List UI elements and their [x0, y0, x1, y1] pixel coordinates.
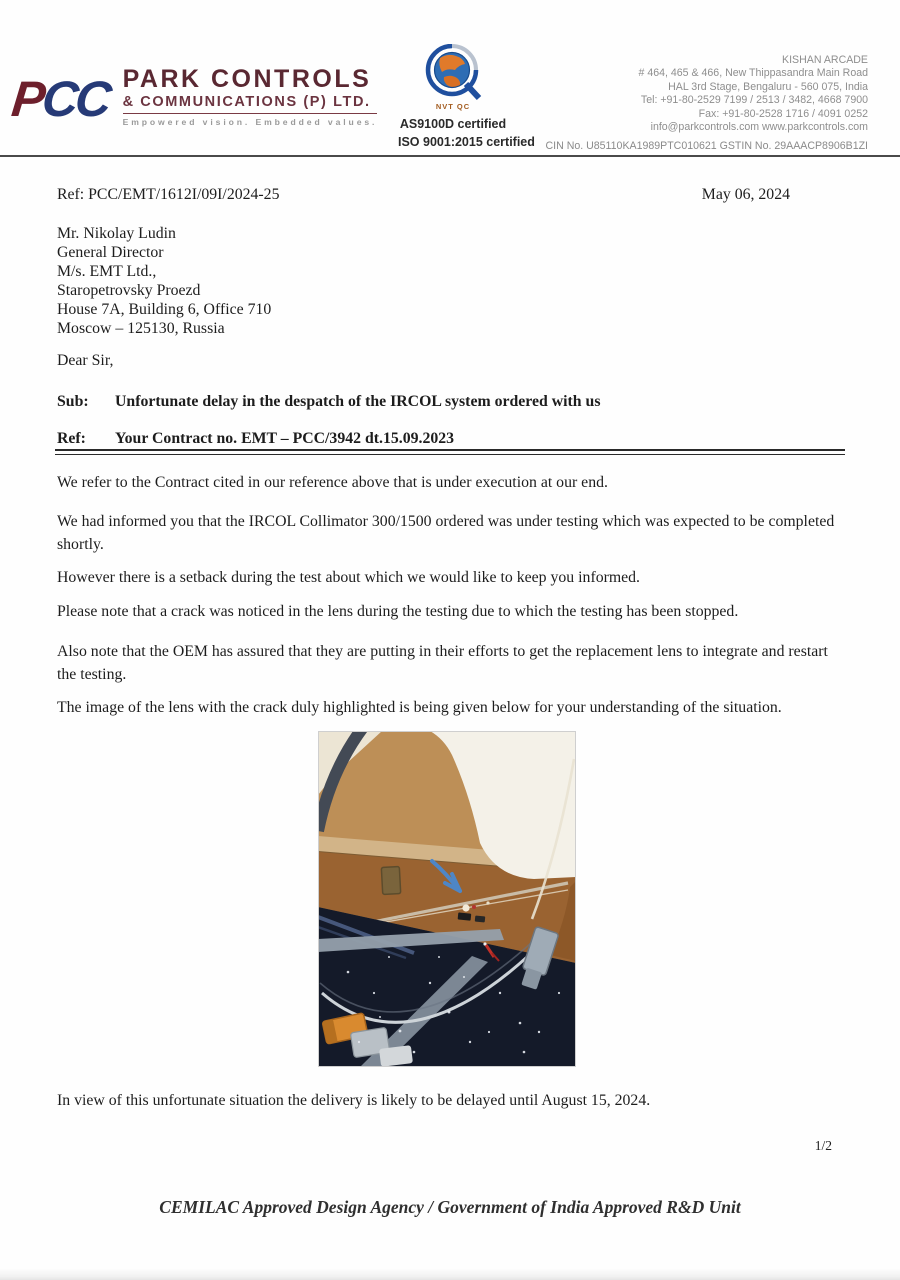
cin-gstin-line: CIN No. U85110KA1989PTC010621 GSTIN No. 29AAACP8906B1ZI — [545, 140, 868, 152]
head-office-address — [639, 54, 869, 134]
company-name-block — [123, 66, 378, 127]
address-line: # 464, 465 & 466, New Thippasandra Main Road — [638, 67, 868, 80]
body-paragraph: However there is a setback during the test about which we would like to keep you informed. — [57, 569, 641, 586]
contract-ref-label: Ref: — [57, 430, 86, 447]
nvt-qc-globe-icon — [422, 44, 484, 104]
recipient-name: Mr. Nikolay Ludin — [57, 225, 176, 242]
letter-date: May 06, 2024 — [701, 186, 790, 203]
pcc-monogram-cc: CC — [39, 71, 112, 127]
letterhead-divider — [0, 155, 900, 157]
body-paragraph: Please note that a crack was noticed in the lens during the testing due to which the testing has been stopped. — [57, 603, 739, 620]
address-line: Fax: +91-80-2528 1716 / 4091 0252 — [698, 107, 868, 120]
cracked-lens-photo — [318, 731, 576, 1067]
wall-handle — [381, 867, 400, 895]
contract-ref-text: Your Contract no. EMT – PCC/3942 dt.15.09.2023 — [115, 430, 455, 447]
body-paragraph: We had informed you that the IRCOL Collimator 300/1500 ordered was under testing which was expected to be completed shortly. — [57, 513, 835, 553]
body-paragraph: We refer to the Contract cited in our reference above that is under execution at our end. — [57, 474, 608, 491]
company-logo — [9, 65, 378, 128]
recipient-street: Staropetrovsky Proezd — [57, 282, 201, 299]
subject-label: Sub: — [57, 393, 89, 410]
salutation: Dear Sir, — [57, 352, 114, 369]
footer-approval-line: CEMILAC Approved Design Agency / Government of India Approved R&D Unit — [159, 1197, 741, 1217]
pcc-monogram-p: P — [9, 71, 46, 127]
recipient-address — [57, 224, 271, 338]
address-line: HAL 3rd Stage, Bengaluru - 560 075, India — [668, 80, 868, 93]
company-name-suffix: & COMMUNICATIONS (P) LTD. — [123, 94, 378, 114]
certification-block — [398, 44, 535, 149]
scan-edge-shadow — [0, 1268, 900, 1280]
page-number: 1/2 — [814, 1138, 832, 1153]
section-divider — [55, 449, 845, 455]
pcc-monogram — [9, 71, 112, 127]
address-line: KISHAN ARCADE — [782, 54, 868, 66]
address-line: Tel: +91-80-2529 7199 / 2513 / 3482, 4668 7900 — [640, 94, 868, 107]
recipient-company: M/s. EMT Ltd., — [57, 263, 157, 280]
subject-row — [57, 393, 844, 411]
letterhead — [0, 0, 900, 158]
address-line-email-web: info@parkcontrols.com www.parkcontrols.com — [650, 121, 868, 134]
company-tagline: Empowered vision. Embedded values. — [122, 117, 378, 128]
nvt-qc-label: NVT QC — [435, 102, 471, 111]
recipient-building: House 7A, Building 6, Office 710 — [57, 301, 272, 318]
body-paragraph: Also note that the OEM has assured that they are putting in their efforts to get the replacement lens to integrate and restart the testing. — [57, 643, 828, 683]
recipient-title: General Director — [57, 244, 164, 261]
letter-reference: Ref: PCC/EMT/1612I/09I/2024-25 — [57, 186, 280, 203]
reference-date-row — [57, 186, 790, 204]
as9100d-certified: AS9100D certified — [399, 117, 507, 131]
closing-paragraph: In view of this unfortunate situation the delivery is likely to be delayed until August 15, 2024. — [57, 1092, 651, 1109]
subject-text: Unfortunate delay in the despatch of the IRCOL system ordered with us — [115, 393, 601, 410]
company-name: PARK CONTROLS — [122, 65, 372, 93]
iso9001-certified: ISO 9001:2015 certified — [398, 135, 535, 149]
contract-ref-row — [57, 430, 844, 448]
recipient-city: Moscow – 125130, Russia — [57, 320, 225, 337]
body-paragraph: The image of the lens with the crack duly highlighted is being given below for your understanding of the situation. — [57, 699, 782, 716]
